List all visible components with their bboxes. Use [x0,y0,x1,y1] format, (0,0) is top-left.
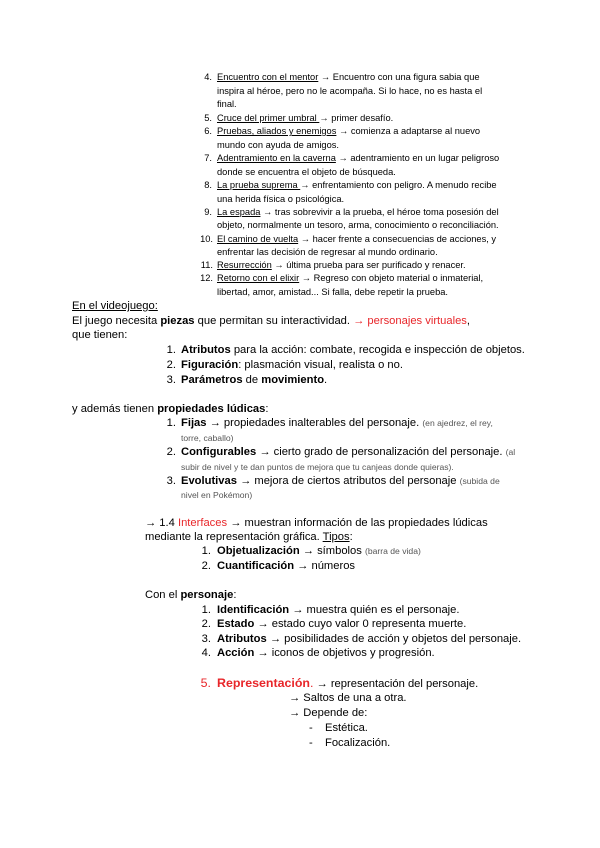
text: → estado cuyo valor 0 representa muerte. [254,618,467,630]
bold-term: piezas [160,315,195,327]
step-desc: → enfrentamiento con peligro. A menudo recibe [300,180,497,190]
list-item [217,632,521,647]
bold-term: propiedades lúdicas [157,403,266,415]
list-number: 3. [201,633,211,645]
step-desc-cont: libertad, amor, amistad... Si falla, debe repetir la prueba. [217,287,448,297]
text: de [242,374,262,386]
list-item [181,416,493,431]
sub-item: → Saltos de una a otra. [289,692,407,704]
step-desc: → primer desafío. [319,113,394,123]
list-item [217,179,497,192]
text: → muestran información de las propiedades lúdicas [227,517,488,529]
step-desc-cont: donde se encuentra el objeto de búsqueda. [217,167,396,177]
list-number: 12. [200,273,213,283]
list-item [181,358,403,373]
text: y además tienen [72,403,158,415]
highlight-text: Interfaces [177,517,228,529]
list-item [181,445,515,460]
bold-term: Evolutivas [181,475,237,487]
list-item [217,272,483,285]
step-desc-cont: mundo con ayuda de amigos. [217,140,339,150]
paragraph-cont [145,530,353,545]
paragraph [145,588,236,603]
list-item [217,259,466,272]
step-desc: → Regreso con objeto material o inmaterial, [299,273,484,283]
list-item [217,617,466,632]
step-desc: → tras sobrevivir a la prueba, el héroe toma posesión del [260,207,499,217]
bold-term: Objetualización [217,545,300,557]
step-term: La prueba suprema [217,180,301,190]
text: → cierto grado de personalización del personaje. [256,446,506,458]
step-desc: → Encuentro con una figura sabia que [318,72,480,82]
list-number: 3. [166,374,176,386]
list-number: 3. [166,475,176,487]
text: → mejora de ciertos atributos del personaje [236,475,460,487]
bold-term: Cuantificación [217,560,295,572]
underlined-term: Tipos [322,531,350,543]
bold-term: Parámetros [181,374,243,386]
step-term: Pruebas, aliados y enemigos [217,126,337,136]
highlight-term: Representación [217,676,310,690]
bullet-dash: - [309,737,313,749]
highlight-text: → personajes virtuales [353,315,467,327]
list-number: 11. [200,260,213,270]
sub-item: → Depende de: [289,707,368,719]
step-term: Retorno con el elixir [217,273,300,283]
list-item [217,206,499,219]
step-desc: → hacer frente a consecuencias de acciones, y [298,234,497,244]
list-number: 6. [204,126,212,136]
list-number: 7. [204,153,212,163]
note-text: (subida de [459,476,500,486]
note-text: (en ajedrez, el rey, [422,418,493,428]
text: . [324,374,328,386]
bullet-item: Estética. [325,722,368,734]
step-desc-cont: final. [217,99,237,109]
bold-term: Estado [217,618,255,630]
bold-term: Atributos [217,633,267,645]
step-term: Resurrección [217,260,272,270]
text: : [349,531,353,543]
list-item [217,233,496,246]
list-item [181,373,327,388]
text: → representación del personaje. [313,678,479,690]
paragraph [72,314,470,329]
bold-term: personaje [180,589,234,601]
bold-term: Fijas [181,417,207,429]
paragraph-cont: que tienen: [72,329,128,341]
text: El juego necesita [72,315,161,327]
step-term: Cruce del primer umbral [217,113,320,123]
list-number: 8. [204,180,212,190]
paragraph [72,402,269,417]
step-desc-cont: objeto, normalmente un tesoro, arma, conocimiento o reconciliación. [217,220,499,230]
list-number: 5. [200,676,211,690]
list-item [181,474,500,489]
list-item [217,112,393,125]
list-number: 2. [166,446,176,458]
text: : plasmación visual, realista o no. [238,359,403,371]
step-desc: → adentramiento en un lugar peligroso [335,153,500,163]
text: que permitan su interactividad. [194,315,354,327]
list-item [217,125,480,138]
text: → muestra quién es el personaje. [289,604,460,616]
step-term: La espada [217,207,261,217]
list-number: 2. [201,618,211,630]
step-term: Adentramiento en la caverna [217,153,336,163]
list-number: 5. [204,113,212,123]
list-item [217,603,460,618]
note-text: subir de nivel y te dan puntos de mejora que tu canjeas donde quieras). [181,462,454,472]
list-number: 2. [166,359,176,371]
section-heading: En el videojuego: [72,300,158,312]
text: → propiedades inalterables del personaje. [206,417,423,429]
text: : [233,589,237,601]
list-number: 1. [166,417,176,429]
bold-term: Identificación [217,604,290,616]
list-item [217,559,355,574]
step-desc-cont: enfrentar las decisión de regresar al mundo ordinario. [217,247,438,257]
list-number: 10. [200,234,213,244]
paragraph [145,516,488,531]
bullet-dash: - [309,722,313,734]
step-desc-cont: inspira al héroe, pero no le acompaña. Si lo hace, no es hasta el [217,86,483,96]
text: → iconos de objetivos y progresión. [254,647,435,659]
note-text: (barra de vida) [364,546,421,556]
list-item [217,152,499,165]
note-text: (al [505,447,516,457]
step-desc: → comienza a adaptarse al nuevo [336,126,481,136]
list-item [217,646,435,661]
text: : [265,403,269,415]
list-number: 4. [204,72,212,82]
highlight-text: . [309,676,314,690]
list-number: 4. [201,647,211,659]
note-text: nivel en Pokémon) [181,490,253,500]
text: → números [294,560,356,572]
list-number: 1. [201,604,211,616]
list-number: 1. [201,545,211,557]
list-number: 2. [201,560,211,572]
text: → símbolos [299,545,365,557]
bold-term: Figuración [181,359,239,371]
list-number: 1. [166,344,176,356]
text: Con el [145,589,181,601]
step-term: El camino de vuelta [217,234,299,244]
text: → posibilidades de acción y objetos del personaje. [266,633,522,645]
step-desc-cont: una herida física o psicológica. [217,194,345,204]
list-item [217,71,480,84]
text: para la acción: combate, recogida e inspección de objetos. [230,344,525,356]
text: , [466,315,471,327]
bold-term: Acción [217,647,255,659]
bold-term: Configurables [181,446,257,458]
bullet-item: Focalización. [325,737,391,749]
list-item [217,676,478,692]
list-number: 9. [204,207,212,217]
list-item [181,343,525,358]
note-text: torre, caballo) [181,433,234,443]
step-term: Encuentro con el mentor [217,72,319,82]
list-item [217,544,421,559]
text: → 1.4 [145,517,178,529]
text: mediante la representación gráfica. [145,531,323,543]
step-desc: → última prueba para ser purificado y renacer. [271,260,466,270]
bold-term: movimiento [261,374,325,386]
bold-term: Atributos [181,344,231,356]
